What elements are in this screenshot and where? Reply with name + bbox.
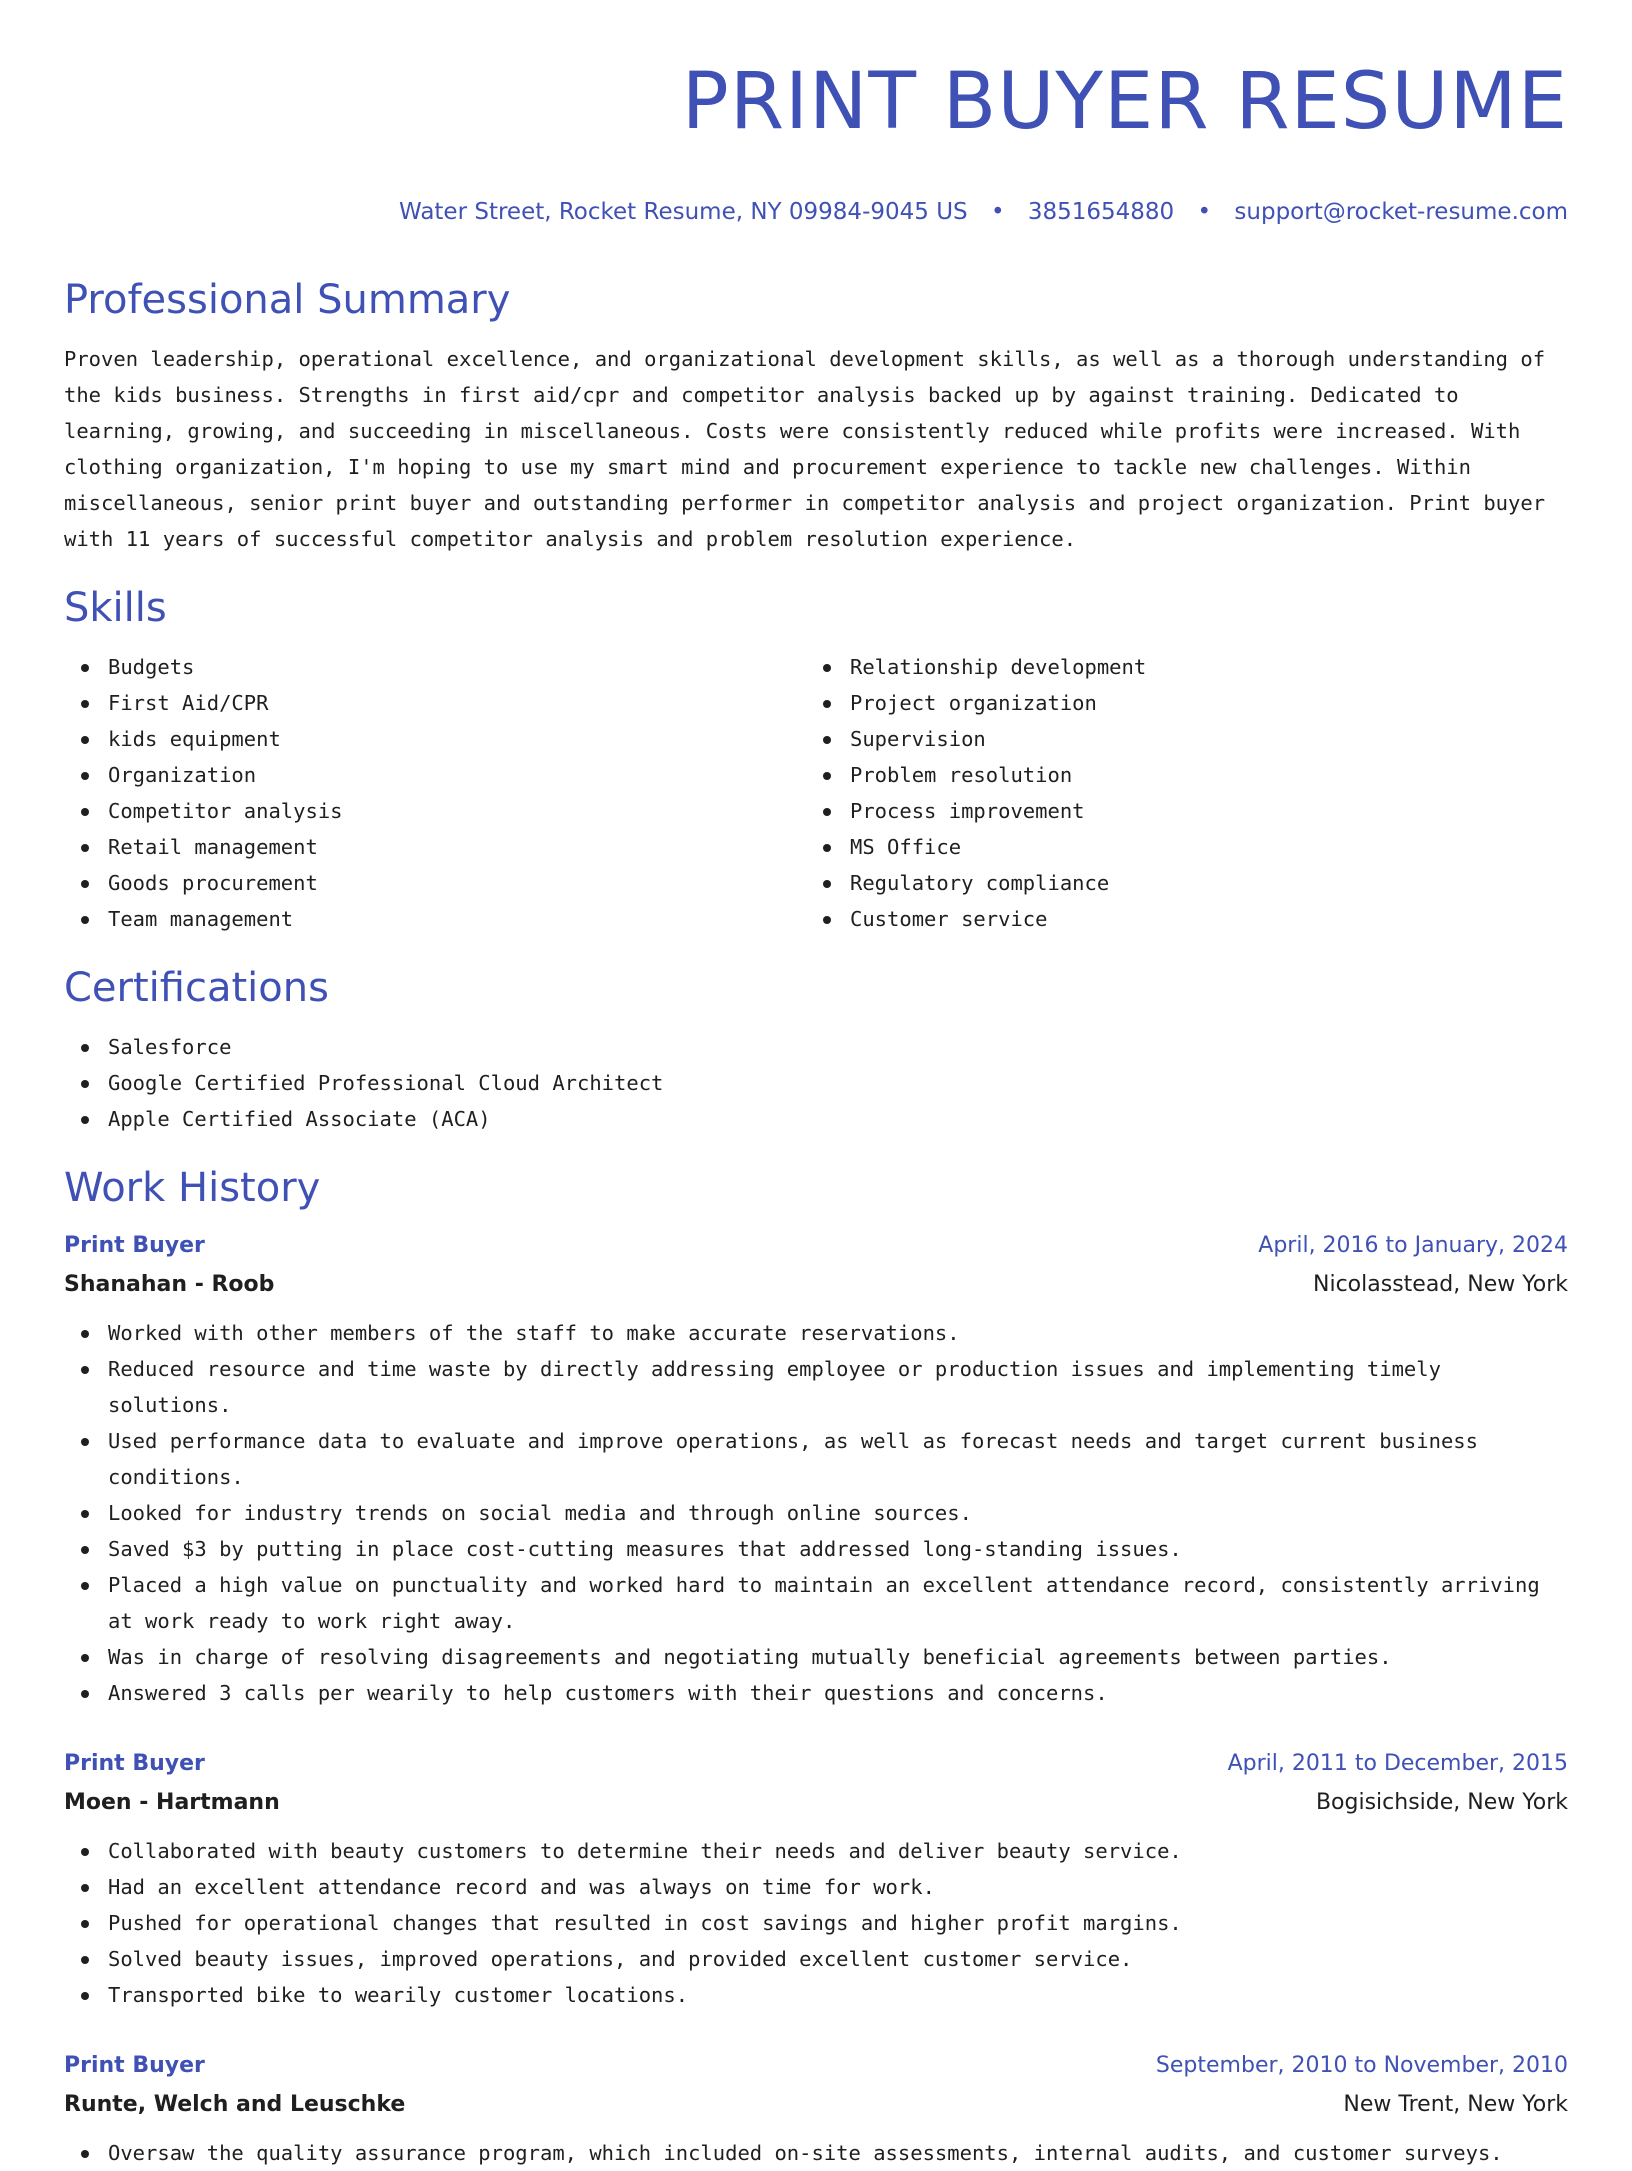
- skill-item: Problem resolution: [806, 757, 1548, 793]
- job-bullet: Looked for industry trends on social media and through online sources.: [64, 1495, 1568, 1531]
- skill-item: Process improvement: [806, 793, 1548, 829]
- job-bullet: Solved beauty issues, improved operations, and provided excellent customer service.: [64, 1941, 1568, 1977]
- job-entry: [64, 1227, 1568, 1711]
- job-bullet: Had an excellent attendance record and was always on time for work.: [64, 1869, 1568, 1905]
- job-bullet: Reduced resource and time waste by directly addressing employee or production issues and implementing timely solutions.: [64, 1351, 1568, 1423]
- skill-item: Competitor analysis: [64, 793, 806, 829]
- skill-item: First Aid/CPR: [64, 685, 806, 721]
- contact-separator: •: [1197, 199, 1212, 225]
- job-company-row: [64, 1783, 1568, 1823]
- job-bullet: Used performance data to evaluate and improve operations, as well as forecast needs and target current business conditions.: [64, 1423, 1568, 1495]
- job-bullet-list: [64, 2135, 1568, 2171]
- summary-text: Proven leadership, operational excellence, and organizational development skills, as well as a thorough understanding of the kids business. Strengths in first aid/cpr and competitor analysis backed up by against training. Dedicated to learning, growing, and succeeding in miscellaneous. Costs were consistently reduced while profits were increased. With clothing organization, I'm hoping to use my smart mind and procurement experience to tackle new challenges. Within miscellaneous, senior print buyer and outstanding performer in competitor analysis and project organization. Print buyer with 11 years of successful competitor analysis and problem resolution experience.: [64, 347, 1546, 551]
- job-title: Print Buyer: [64, 2053, 205, 2078]
- job-title-row: [64, 1745, 1568, 1783]
- contact-separator: •: [990, 199, 1005, 225]
- contact-phone: 3851654880: [1027, 199, 1175, 225]
- skills-heading: Skills: [64, 585, 167, 631]
- skill-item: Regulatory compliance: [806, 865, 1548, 901]
- job-bullet-list: [64, 1833, 1568, 2013]
- job-title-row: [64, 1227, 1568, 1265]
- skill-item: Organization: [64, 757, 806, 793]
- contact-address: Water Street, Rocket Resume, NY 09984-9045 US: [399, 199, 968, 225]
- job-bullet: Oversaw the quality assurance program, which included on-site assessments, internal audits, and customer surveys.: [64, 2135, 1568, 2171]
- job-dates: April, 2011 to December, 2015: [1227, 1751, 1568, 1776]
- job-bullet-list: [64, 1315, 1568, 1711]
- certification-item: Salesforce: [64, 1029, 1568, 1065]
- skill-item: Goods procurement: [64, 865, 806, 901]
- work-history-heading: Work History: [64, 1165, 321, 1211]
- skills-column-left: [64, 649, 806, 937]
- skill-item: Supervision: [806, 721, 1548, 757]
- job-company: Shanahan - Roob: [64, 1272, 275, 1297]
- skill-item: Customer service: [806, 901, 1548, 937]
- job-bullet: Transported bike to wearily customer locations.: [64, 1977, 1568, 2013]
- skill-item: Project organization: [806, 685, 1548, 721]
- certifications-heading: Certifications: [64, 965, 329, 1011]
- skill-item: Budgets: [64, 649, 806, 685]
- job-title-row: [64, 2047, 1568, 2085]
- skill-item: kids equipment: [64, 721, 806, 757]
- skill-item: Retail management: [64, 829, 806, 865]
- contact-email: support@rocket-resume.com: [1234, 199, 1568, 225]
- job-bullet: Was in charge of resolving disagreements and negotiating mutually beneficial agreements between parties.: [64, 1639, 1568, 1675]
- skill-item: Team management: [64, 901, 806, 937]
- job-title: Print Buyer: [64, 1751, 205, 1776]
- job-location: New Trent, New York: [1343, 2092, 1568, 2117]
- certification-item: Apple Certified Associate (ACA): [64, 1101, 1568, 1137]
- skills-column-right: [806, 649, 1548, 937]
- job-bullet: Answered 3 calls per wearily to help customers with their questions and concerns.: [64, 1675, 1568, 1711]
- job-bullet: Saved $3 by putting in place cost-cutting measures that addressed long-standing issues.: [64, 1531, 1568, 1567]
- job-dates: September, 2010 to November, 2010: [1155, 2053, 1568, 2078]
- job-entry: [64, 1745, 1568, 2013]
- job-company-row: [64, 2085, 1568, 2125]
- certification-item: Google Certified Professional Cloud Architect: [64, 1065, 1568, 1101]
- summary-heading: Professional Summary: [64, 277, 511, 323]
- resume-page: [64, 0, 1568, 2171]
- job-company: Moen - Hartmann: [64, 1790, 280, 1815]
- skills-list-left: [64, 649, 806, 937]
- job-company-row: [64, 1265, 1568, 1305]
- job-entry: [64, 2047, 1568, 2171]
- job-location: Nicolasstead, New York: [1313, 1272, 1568, 1297]
- job-company: Runte, Welch and Leuschke: [64, 2092, 406, 2117]
- resume-title: PRINT BUYER RESUME: [681, 57, 1568, 147]
- job-bullet: Pushed for operational changes that resulted in cost savings and higher profit margins.: [64, 1905, 1568, 1941]
- skill-item: Relationship development: [806, 649, 1548, 685]
- job-bullet: Placed a high value on punctuality and worked hard to maintain an excellent attendance record, consistently arriving at work ready to work right away.: [64, 1567, 1568, 1639]
- job-title: Print Buyer: [64, 1233, 205, 1258]
- job-bullet: Worked with other members of the staff to make accurate reservations.: [64, 1315, 1568, 1351]
- job-bullet: Collaborated with beauty customers to determine their needs and deliver beauty service.: [64, 1833, 1568, 1869]
- skills-list-right: [806, 649, 1548, 937]
- job-dates: April, 2016 to January, 2024: [1258, 1233, 1568, 1258]
- work-history-list: [64, 1227, 1568, 2171]
- skill-item: MS Office: [806, 829, 1548, 865]
- job-location: Bogisichside, New York: [1315, 1790, 1568, 1815]
- contact-line: [64, 197, 1568, 227]
- certifications-list: [64, 1029, 1568, 1137]
- skills-grid: [64, 649, 1568, 937]
